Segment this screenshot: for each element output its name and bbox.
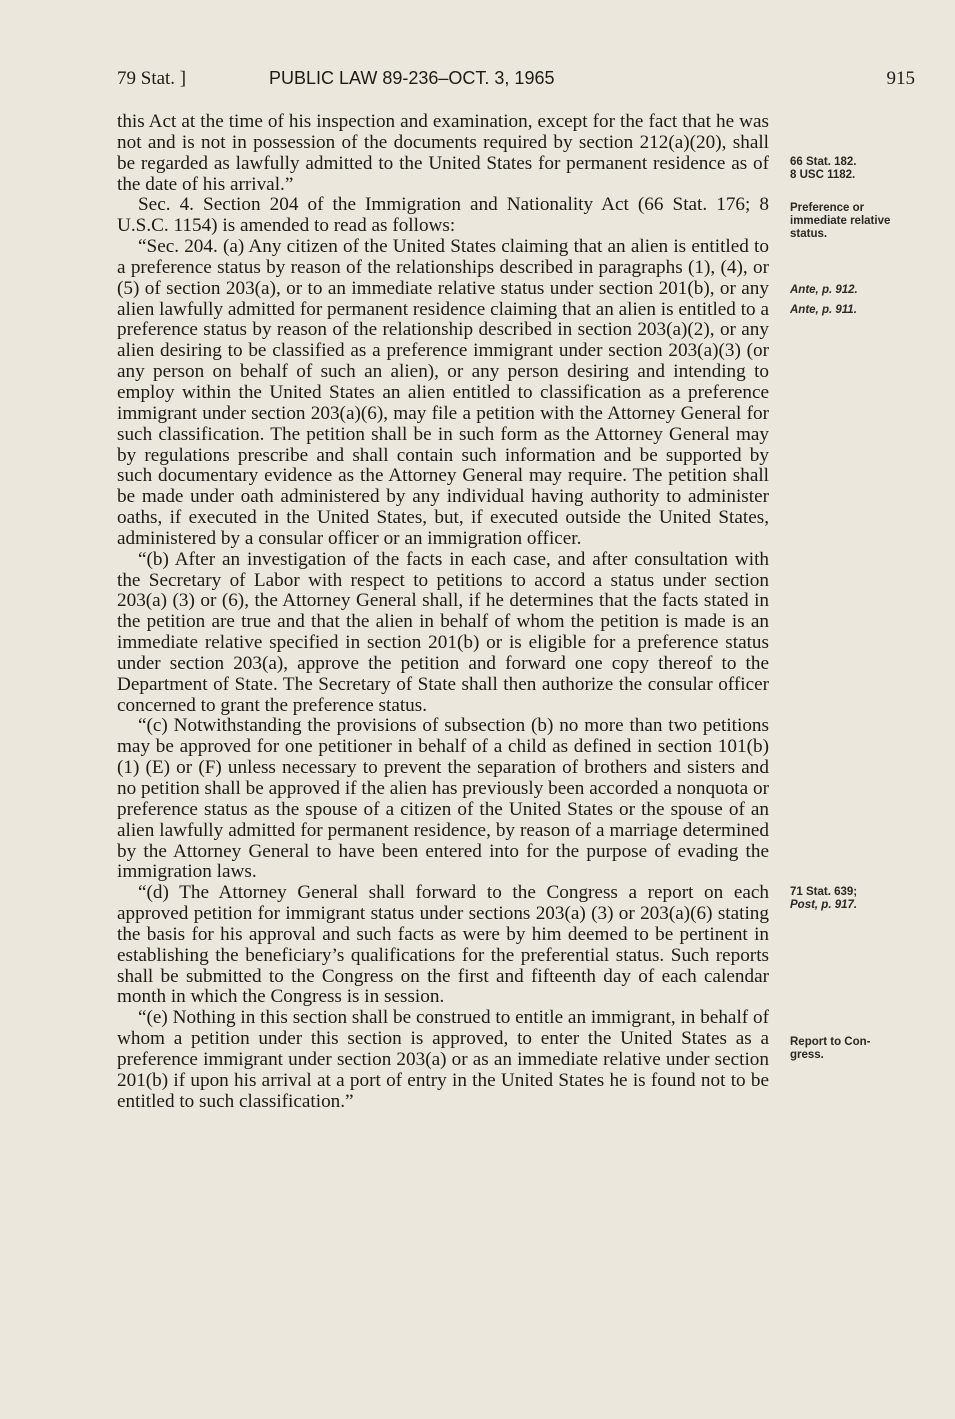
margin-note-report-to-congress: Report to Con- gress. (790, 1036, 871, 1061)
paragraph-sec-204-e: “(e) Nothing in this section shall be construed to entitle an immigrant, in behalf of whom a petition under this section is approved, to enter the United States as a preference immigrant under section 203(a) or as an immediate relative under section 201(b) if upon his arrival at a port of entry in the United States he is found not to be entitled to such classification.” (117, 1007, 769, 1112)
body-text (117, 112, 769, 1113)
law-title: PUBLIC LAW 89-236–OCT. 3, 1965 (269, 68, 555, 88)
margin-note-stat-182: 66 Stat. 182. 8 USC 1182. (790, 156, 857, 181)
paragraph-sec-204-d: “(d) The Attorney General shall forward to the Congress a report on each approved petition for immigrant status under sections 203(a) (3) or 203(a)(6) stating the basis for his approval and such facts as were by him deemed to be pertinent in establishing the beneficiary’s qualifications for the preferential status. Such reports shall be submitted to the Congress on the first and fifteenth day of each calendar month in which the Congress is in session. (117, 882, 769, 1008)
margin-note-stat-639: 71 Stat. 639; Post, p. 917. (790, 886, 858, 911)
statute-reference: 79 Stat. ] (117, 68, 187, 89)
margin-note-preference-status: Preference or immediate relative status. (790, 202, 891, 240)
paragraph-sec-4: Sec. 4. Section 204 of the Immigration and Nationality Act (66 Stat. 176; 8 U.S.C. 1154) is amended to read as follows: (117, 194, 769, 237)
paragraph-continuation: this Act at the time of his inspection and examination, except for the fact that he was not and is not in possession of the documents required by section 212(a)(20), shall be regarded as lawfully admitted to the United States for permanent residence as of the date of his arrival.” (117, 111, 769, 195)
paragraph-sec-204-a: “Sec. 204. (a) Any citizen of the United States claiming that an alien is entitled to a preference status by reason of the relationships described in paragraphs (1), (4), or (5) of section 203(a), or to an immediate relative status under section 201(b), or any alien lawfully admitted for permanent residence claiming that an alien is entitled to a preference status by reason of the relationship described in section 203(a)(2), or any alien desiring to be classified as a preference immigrant under section 203(a)(3) (or any person on behalf of such an alien), or any person desiring and intending to employ within the United States an alien entitled to classification as a preference immigrant under section 203(a)(6), may file a petition with the Attorney General for such classification. The petition shall be in such form as the Attorney General may by regulations prescribe and shall contain such information and be supported by such documentary evidence as the Attorney General may require. The petition shall be made under oath administered by any individual having authority to administer oaths, if executed in the United States, but, if executed outside the United States, administered by a consular officer or an immigration officer. (117, 236, 769, 549)
page-header (117, 68, 917, 96)
paragraph-sec-204-b: “(b) After an investigation of the facts in each case, and after consultation with the Secretary of Labor with respect to petitions to accord a status under section 203(a) (3) or (6), the Attorney General shall, if he determines that the facts stated in the petition are true and that the alien in behalf of whom the petition is made is an immediate relative specified in section 201(b) or is eligible for a preference status under section 203(a), approve the petition and forward one copy thereof to the Department of State. The Secretary of State shall then authorize the consular officer concerned to grant the preference status. (117, 548, 769, 716)
page-number: 915 (886, 68, 915, 89)
margin-note-ante: Ante, p. 912. Ante, p. 911. (790, 284, 858, 316)
paragraph-sec-204-c: “(c) Notwithstanding the provisions of subsection (b) no more than two petitions may be approved for one petitioner in behalf of a child as defined in section 101(b)(1) (E) or (F) unless necessary to prevent the separation of brothers and sisters and no petition shall be approved if the alien has previously been accorded a nonquota or preference status as the spouse of a citizen of the United States or the spouse of an alien lawfully admitted for permanent residence, by reason of a marriage determined by the Attorney General to have been entered into for the purpose of evading the immigration laws. (117, 715, 769, 883)
